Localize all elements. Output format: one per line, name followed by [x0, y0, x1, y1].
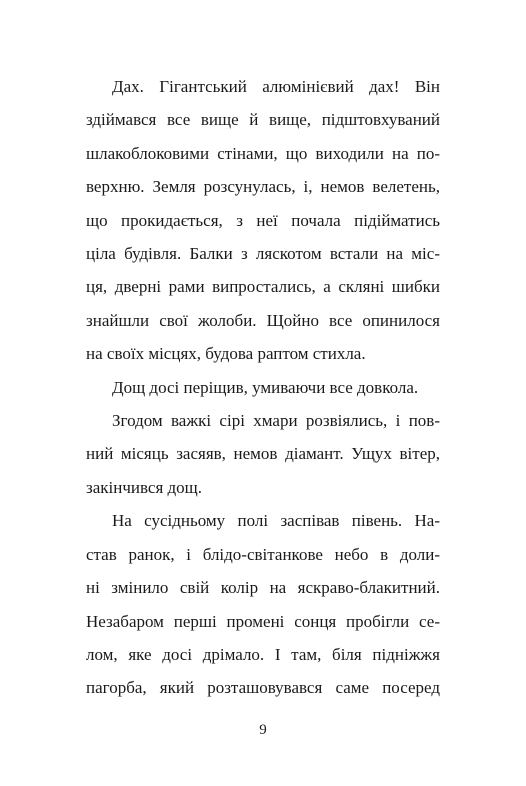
paragraph-4 [86, 504, 440, 704]
text-line: Дах. Гігантський алюмінієвий дах! Він [112, 77, 440, 96]
text-line: здіймався все вище й вище, підштовхуваний [86, 110, 440, 130]
text-line: що прокидається, з неї почала підійматись [86, 210, 440, 230]
text-line: став ранок, і блідо-світанкове небо в доли- [86, 544, 440, 564]
text-line: ціла будівля. Балки з ляскотом встали на міс- [86, 244, 440, 264]
page-number: 9 [259, 722, 267, 738]
text-line: На сусідньому полі заспівав півень. На- [112, 511, 440, 531]
text-line: на своїх місцях, будова раптом стихла. [86, 344, 366, 364]
text-line: знайшли свої жолоби. Щойно все опинилося [86, 310, 440, 330]
paragraph-3 [86, 404, 440, 504]
text-line: ні змінило свій колір на яскраво-блакитний. [86, 578, 440, 598]
text-line: ний місяць засяяв, немов діамант. Ущух вітер, [86, 444, 440, 464]
paragraph-1 [86, 70, 440, 371]
text-line: Згодом важкі сірі хмари розвіялись, і пов- [112, 411, 440, 431]
text-line: верхню. Земля розсунулась, і, немов велетень, [86, 177, 440, 197]
text-line: Дощ досі періщив, умиваючи все довкола. [112, 377, 419, 397]
text-line: закінчився дощ. [86, 477, 203, 497]
text-line: пагорба, який розташовувався саме посеред [86, 678, 440, 698]
text-line: ця, дверні рами випростались, а скляні шибки [86, 277, 440, 297]
paragraph-2 [86, 371, 440, 404]
text-line: Незабаром перші промені сонця пробігли се- [86, 611, 440, 631]
text-line: лом, яке досі дрімало. І там, біля підніжжя [86, 644, 440, 664]
page-body [86, 70, 440, 705]
text-line: шлакоблоковими стінами, що виходили на по- [86, 143, 440, 163]
